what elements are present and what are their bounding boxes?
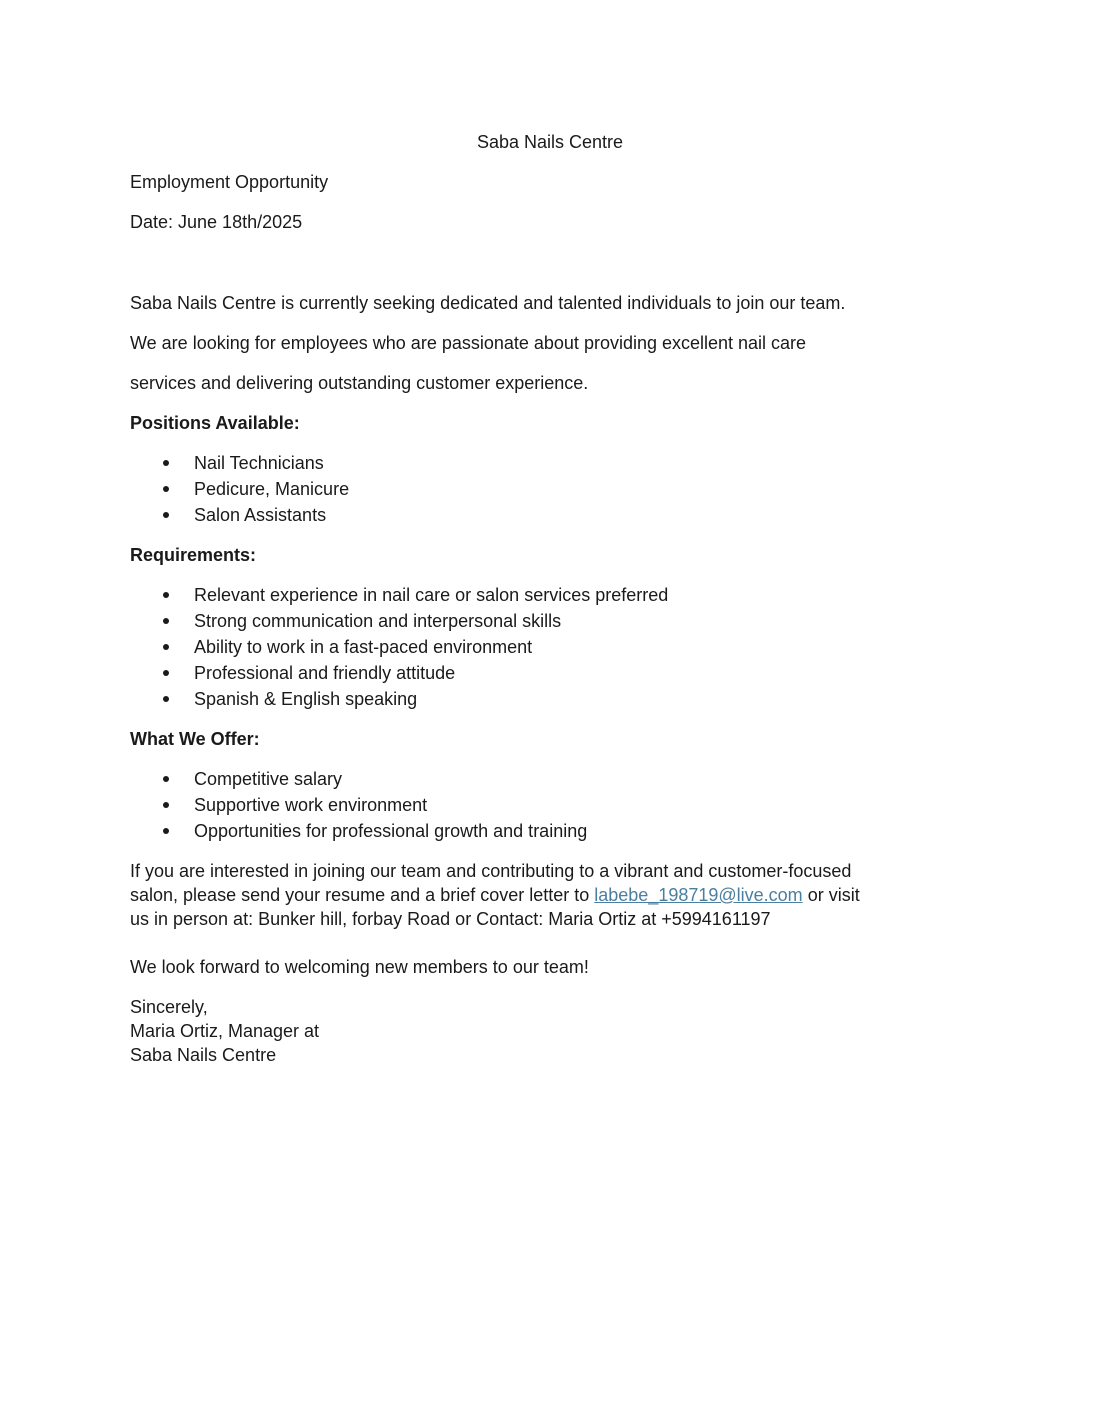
list-item: Competitive salary: [130, 766, 920, 792]
bullet-icon: [163, 512, 169, 518]
email-link[interactable]: labebe_198719@live.com: [594, 885, 803, 905]
description-line-2: services and delivering outstanding customer experience.: [130, 373, 589, 393]
bullet-icon: [163, 460, 169, 466]
list-item: Professional and friendly attitude: [130, 660, 920, 686]
positions-heading: Positions Available:: [130, 413, 300, 433]
subject-line: Employment Opportunity: [130, 172, 329, 192]
description-line-1: We are looking for employees who are passionate about providing excellent nail care: [130, 333, 807, 353]
welcome-line: We look forward to welcoming new members to our team!: [130, 957, 589, 977]
signer-line: Maria Ortiz, Manager at: [130, 1021, 320, 1041]
contact-line-2: salon, please send your resume and a brief cover letter to labebe_198719@live.com or visit: [130, 885, 860, 905]
list-item: Relevant experience in nail care or salon services preferred: [130, 582, 920, 608]
list-item: Pedicure, Manicure: [130, 476, 920, 502]
contact-line-1: If you are interested in joining our team and contributing to a vibrant and customer-focused: [130, 861, 852, 881]
document-body: [130, 170, 920, 1067]
bullet-icon: [163, 802, 169, 808]
requirements-list: [130, 582, 920, 712]
list-item: Strong communication and interpersonal skills: [130, 608, 920, 634]
bullet-icon: [163, 828, 169, 834]
company-title: Saba Nails Centre: [476, 132, 624, 152]
date-line: Date: June 18th/2025: [130, 212, 303, 232]
requirements-heading: Requirements:: [130, 545, 257, 565]
bullet-icon: [163, 696, 169, 702]
sincerely-line: Sincerely,: [130, 997, 208, 1017]
offer-list: [130, 766, 920, 844]
list-item: Nail Technicians: [130, 450, 920, 476]
bullet-icon: [163, 592, 169, 598]
positions-list: [130, 450, 920, 528]
list-item: Supportive work environment: [130, 792, 920, 818]
list-item: Ability to work in a fast-paced environment: [130, 634, 920, 660]
intro-paragraph: Saba Nails Centre is currently seeking dedicated and talented individuals to join our team.: [130, 293, 846, 313]
bullet-icon: [163, 486, 169, 492]
bullet-icon: [163, 644, 169, 650]
bullet-icon: [163, 618, 169, 624]
contact-paragraph: [130, 859, 920, 931]
list-item: Spanish & English speaking: [130, 686, 920, 712]
list-item: Opportunities for professional growth and training: [130, 818, 920, 844]
offer-heading: What We Offer:: [130, 729, 260, 749]
bullet-icon: [163, 776, 169, 782]
signature-block: [130, 995, 920, 1067]
list-item: Salon Assistants: [130, 502, 920, 528]
bullet-icon: [163, 670, 169, 676]
contact-line-3: us in person at: Bunker hill, forbay Road or Contact: Maria Ortiz at +5994161197: [130, 909, 771, 929]
signer-company: Saba Nails Centre: [130, 1045, 277, 1065]
